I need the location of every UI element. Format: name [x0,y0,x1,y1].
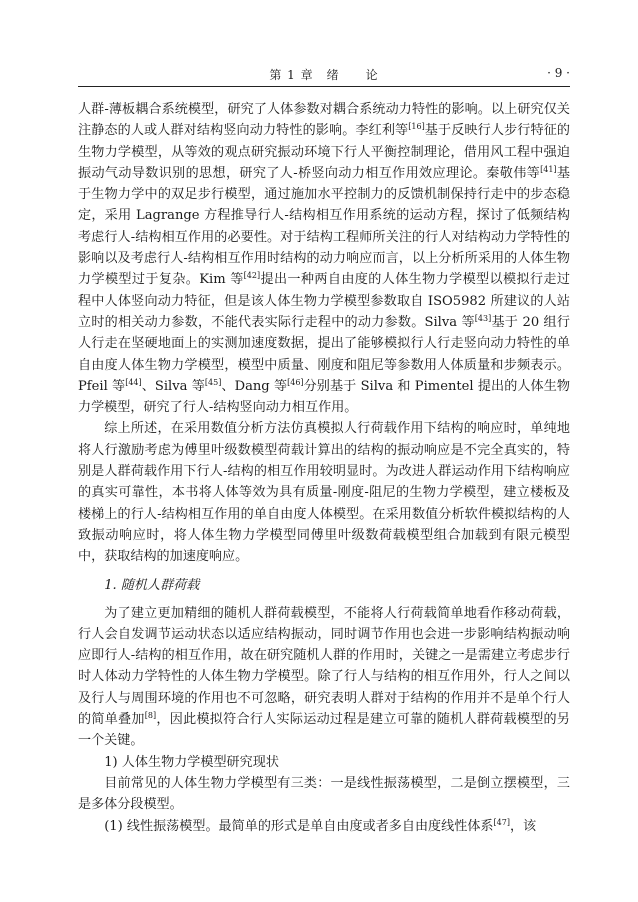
citation: [47] [493,817,510,827]
citation: [41] [540,164,557,174]
text-run: 人群-薄板耦合系统模型，研究了人体参数对耦合系统动力特性的影响。以上研究仅关注静态的人或人群对结构竖向动力特性的影响。李红利等 [78,102,570,139]
page-number: · 9 · [547,66,570,80]
header-rule [78,86,570,87]
paragraph-linear-model [78,816,570,837]
citation: [44] [125,377,142,387]
subsection-heading: 1) 人体生物力学模型研究现状 [104,754,279,770]
citation: [8] [144,711,157,721]
running-header [78,66,570,86]
paragraph-crowd-load [78,603,570,752]
text-run: 、Dang 等 [221,378,288,394]
citation: [42] [243,271,261,281]
text-run: 为了建立更加精细的随机人群荷载模型，不能将人行荷载简单地看作移动荷载，行人会自发调节运动状态以适应结构振动，同时调节作用也会进一步影响结构振动响应即行人-结构的相互作用，故在研究随机人群的作用时，关键之一是需建立考虑步行时人体动力学特性的人体生物力学模型。除了行人与结构的相互作用外，行人之间以及行人与周围环境的作用也不可忽略，研究表明人群对于结构的作用并不是单个行人的简单叠加 [78,605,570,728]
chapter-title: 第 1 章 绪 论 [269,68,379,82]
text-run: 基于 20 组行人行走在坚硬地面上的实测加速度数据，提出了能够模拟行人行走竖向动力特性的单自由度人体生物力学模型，模型中质量、刚度和阻尼等参数用人体质量和步频表示。Pfeil 等 [78,314,570,394]
citation: [43] [474,313,492,323]
body-text [78,99,570,837]
text-run: (1) 线性振荡模型。最简单的形式是单自由度或者多自由度线性体系 [104,818,494,834]
paragraph-continuation [78,99,570,418]
paragraph-summary: 综上所述，在采用数值分析方法仿真模拟人行荷载作用下结构的响应时，单纯地将人行激励考虑为傅里叶级数模型荷载计算出的结构的振动响应是不完全真实的，特别是人群荷载作用下行人-结构的相互作用较明显时。为改进人群运动作用下结构响应的真实可靠性，本书将人体等效为具有质量-刚度-阻尼的生物力学模型，建立楼板及楼梯上的行人-结构相互作用的单自由度人体模型。在采用数值分析软件模拟结构的人致振动响应时，将人体生物力学模型同傅里叶级数荷载模型组合加载到有限元模型中，获取结构的加速度响应。 [78,421,570,565]
text-run: 基于反映行人步行特征的生物力学模型，从等效的观点研究振动环境下行人平衡控制理论，借用风工程中强迫振动气动导数识别的思想，研究了人-桥竖向动力相互作用效应理论。秦敬伟等 [78,123,571,181]
text-run: 、Silva 等 [141,378,205,394]
citation: [45] [204,377,222,387]
text-run: ，因此模拟符合行人实际运动过程是建立可靠的随机人群荷载模型的另一个关键。 [78,712,571,749]
text-run: 提出一种两自由度的人体生物力学模型以模拟行走过程中人体竖向动力特征，但是该人体生物力学模型参数取自 ISO5982 所建议的人站立时的相关动力参数，不能代表实际行走程中的动力参数。Silva 等 [78,272,570,330]
section-heading: 1. 随机人群荷载 [104,577,200,593]
citation: [16] [408,122,425,132]
text-run: 分别基于 Silva 和 Pimentel 提出的人体生物力学模型，研究了行人-结构竖向动力相互作用。 [78,378,571,416]
text-run: 基于生物力学中的双足步行模型，通过施加水平控制力的反馈机制保持行走中的步态稳定，采用 Lagrange 方程推导行人-结构相互作用系统的运动方程，探讨了低频结构考虑行人-结构相互作用的必要性。对于结构工程师所关注的行人对结构动力学特性的影响以及考虑行人-结构相互作用时结构的动力响应而言，以上分析所采用的人体生物力学模型过于复杂。Kim 等 [78,165,570,288]
text-run: ，该 [509,818,537,834]
paragraph-model-types: 目前常见的人体生物力学模型有三类：一是线性振荡模型，二是倒立摆模型，三是多体分段模型。 [78,775,570,813]
citation: [46] [287,377,304,387]
